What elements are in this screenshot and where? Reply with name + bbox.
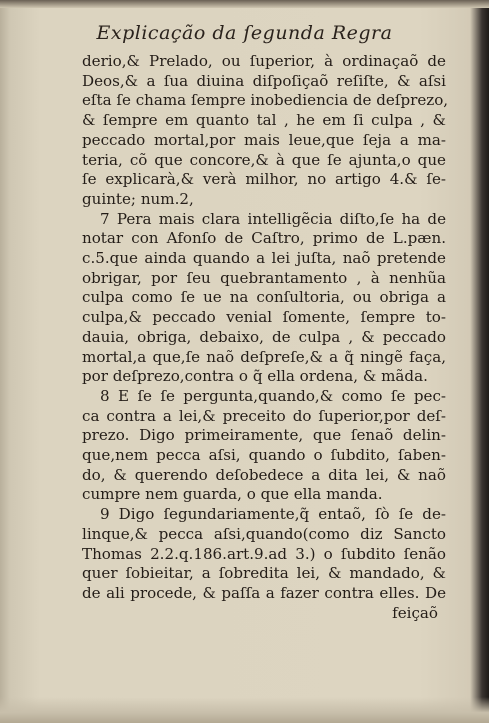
text-line: cumpre nem guarda, o que ella manda. [82, 485, 383, 504]
text-line: Deos,& a ſua diuina diſpoſiçaõ reſiſte, & aſsi [82, 71, 446, 90]
text-line: guinte; num.2, [82, 189, 194, 208]
text-line: 7 Pera mais clara intelligẽcia diſto,ſe ha de [100, 209, 446, 228]
text-line: prezo. Digo primeiramente, que ſenaõ delin- [82, 426, 446, 445]
text-line: que,nem pecca aſsi, quando o ſubdito, ſaben- [82, 446, 446, 465]
text-line: peccado mortal,por mais leue,que ſeja a ma- [82, 130, 446, 149]
text-line: notar con Afonſo de Caſtro, primo de L.pæn. [82, 229, 446, 248]
text-line: derio,& Prelado, ou ſuperior, à ordinaçaõ de [82, 52, 446, 70]
text-line: ſe explicarà,& verà milhor, no artigo 4.& ſe- [82, 170, 446, 189]
text-line: 8 E ſe ſe pergunta,quando,& como ſe pec- [100, 386, 446, 405]
text-line: culpa,& peccado venial ſomente, ſempre to- [82, 308, 446, 327]
text-line: do, & querendo deſobedece a dita lei, & naõ [82, 465, 446, 484]
text-line: culpa como ſe ue na conſultoria, ou obriga a [82, 288, 446, 307]
text-line: de ali procede, & paſſa a fazer contra elles. De [82, 583, 446, 602]
text-line: Thomas 2.2.q.186.art.9.ad 3.) o ſubdito ſenão [82, 544, 446, 563]
text-line: ca contra a lei,& preceito do ſuperior,por deſ- [82, 406, 446, 425]
running-title: Explicação da ſegunda Regra [96, 22, 393, 44]
text-line: 9 Digo ſegundariamente,q̃ entaõ, ſò ſe de- [100, 505, 446, 524]
text-line: quer ſobieitar, a ſobredita lei, & mandado, & [82, 564, 446, 583]
text-line: dauia, obriga, debaixo, de culpa , & peccado [82, 327, 446, 346]
text-line: c.5.que ainda quando a lei juſta, naõ pretende [82, 249, 446, 268]
text-line: teria, cõ que concore,& à que ſe ajunta,o que [82, 150, 446, 169]
catchword: feiçaõ [392, 603, 438, 622]
body-text [82, 52, 449, 623]
text-line: eſta ſe chama ſempre inobediencia de deſprezo, [82, 91, 449, 110]
text-line: & ſempre em quanto tal , he em ſi culpa , & [82, 111, 446, 130]
text-line: por deſprezo,contra o q̃ ella ordena, & mãda. [82, 367, 428, 386]
text-line: obrigar, por ſeu quebrantamento , à nenhũa [82, 268, 446, 287]
text-line: mortal,a que,ſe naõ deſpreſe,& a q̃ ningẽ faça, [82, 347, 446, 366]
text-line: linque,& pecca aſsi,quando(como diz Sancto [82, 524, 446, 543]
